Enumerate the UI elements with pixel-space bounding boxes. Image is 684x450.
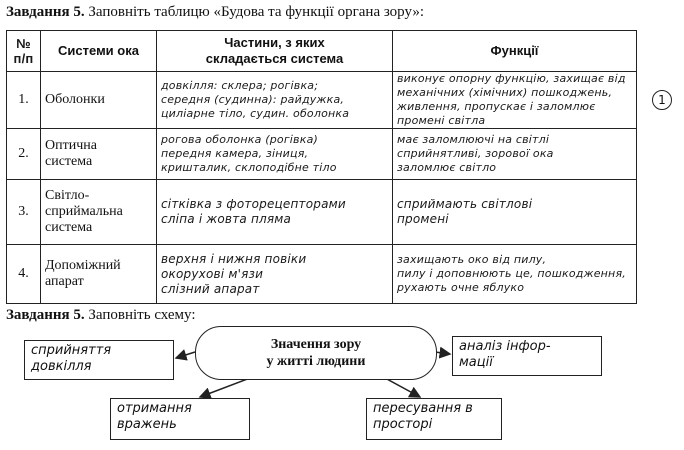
row-parts: рогова оболонка (рогівка) передня камера, зіниця, кришталик, склоподібне тіло — [157, 129, 393, 180]
arrow-to-bottom-left — [200, 378, 250, 397]
scheme-node-right: аналіз інфор- мації — [452, 336, 602, 376]
task5-instruction: Заповніть таблицю «Будова та функції органа зору»: — [88, 4, 425, 20]
row-parts: довкілля: склера; рогівка; середня (судинна): райдужка, циліарне тіло, судин. оболонка — [157, 72, 393, 129]
row-num: 3. — [7, 180, 41, 245]
row-system: Оптична система — [41, 129, 157, 180]
row-parts: верхня і нижня повіки окорухові м'язи слізний апарат — [157, 245, 393, 304]
header-functions: Функції — [393, 31, 637, 72]
scheme-center-node — [195, 326, 437, 380]
row-system: Допоміжний апарат — [41, 245, 157, 304]
row-functions: сприймають світлові промені — [393, 180, 637, 245]
row-system: Оболонки — [41, 72, 157, 129]
row-system: Світло- сприймальна система — [41, 180, 157, 245]
task5-scheme-label: Завдання 5. — [6, 307, 85, 323]
header-parts: Частини, з яких складається система — [157, 31, 393, 72]
arrow-to-bottom-right — [385, 378, 420, 397]
header-system: Системи ока — [41, 31, 157, 72]
scheme-node-bottom-left: отримання вражень — [110, 398, 250, 440]
row-functions: виконує опорну функцію, захищає від механічних (хімічних) пошкоджень, живлення, пропускає і заломлює промені світла — [393, 72, 637, 129]
margin-mark-circle: 1 — [652, 90, 672, 110]
arrow-to-left — [176, 352, 195, 358]
task5-scheme-instruction: Заповніть схему: — [88, 307, 196, 323]
scheme-center-line1: Значення зору — [270, 337, 362, 352]
scheme-node-bottom-right: пересування в просторі — [366, 398, 502, 440]
header-num: № п/п — [7, 31, 41, 72]
row-functions: захищають око від пилу, пилу і доповнюють це, пошкодження, рухають очне яблуко — [393, 245, 637, 304]
row-num: 4. — [7, 245, 41, 304]
row-num: 2. — [7, 129, 41, 180]
scheme-node-left: сприйняття довкілля — [24, 340, 174, 380]
scheme-center-line2: у житті людини — [266, 354, 366, 369]
row-parts: сітківка з фоторецепторами сліпа і жовта пляма — [157, 180, 393, 245]
row-functions: має заломлюючі на світлі сприйнятливі, зорової ока заломлює світло — [393, 129, 637, 180]
arrow-to-right — [435, 352, 450, 354]
row-num: 1. — [7, 72, 41, 129]
task5-label: Завдання 5. — [6, 4, 85, 20]
